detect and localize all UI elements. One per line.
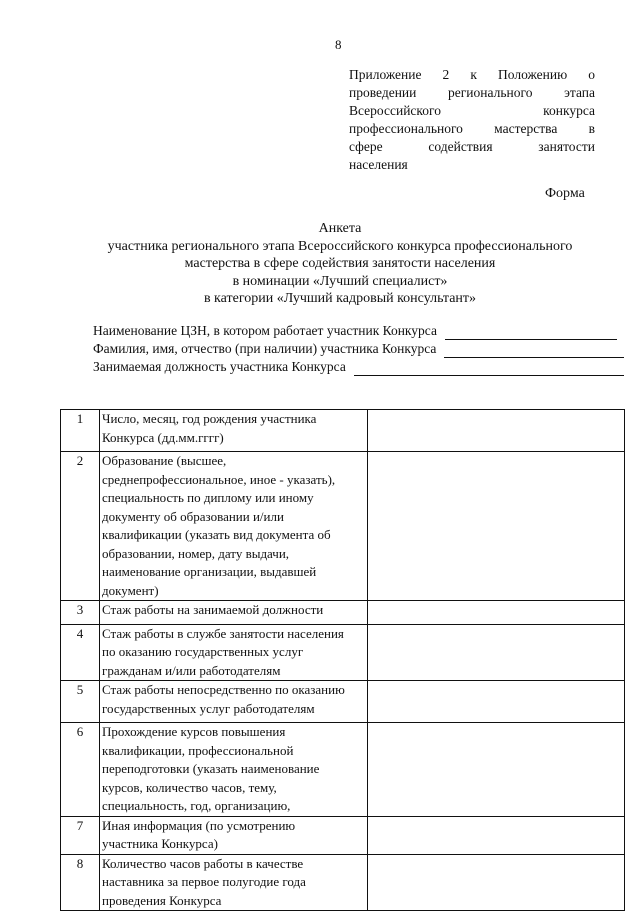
table-row [61, 816, 625, 854]
row-number: 1 [61, 410, 100, 452]
row-label-line: документу об образовании и/или [102, 508, 284, 524]
row-label-line: Конкурса (дд.мм.гггг) [102, 429, 224, 445]
row-label-line: Прохождение курсов повышения [102, 724, 286, 739]
title-line: в номинации «Лучший специалист» [232, 273, 448, 289]
row-label-line: квалификации, профессиональной [102, 742, 294, 758]
answer-cell[interactable] [368, 816, 625, 854]
row-label [100, 601, 368, 625]
table-row [61, 601, 625, 625]
answer-cell[interactable] [368, 452, 625, 601]
row-label-line: образовании, номер, дату выдачи, [102, 545, 290, 561]
field-row [93, 322, 624, 340]
row-label-line: государственных услуг работодателям [102, 700, 315, 716]
appendix-line: населения [349, 157, 408, 172]
table-row [61, 681, 625, 723]
answer-cell[interactable] [368, 681, 625, 723]
answer-cell[interactable] [368, 723, 625, 817]
table-row [61, 854, 625, 911]
row-label-line: Стаж работы непосредственно по оказанию [102, 682, 345, 697]
fill-in-line[interactable] [445, 326, 617, 340]
page-number: 8 [335, 37, 342, 52]
row-label-line: переподготовки (указать наименование [102, 761, 320, 776]
row-label-line: наставника за первое полугодие года [102, 874, 306, 889]
row-label [100, 816, 368, 854]
row-label-line: участника Конкурса) [102, 836, 218, 851]
row-number: 8 [61, 854, 100, 911]
row-label-line: проведения Конкурса [102, 892, 222, 908]
row-label-line: специальность, год, организацию, [102, 798, 291, 813]
field-row [93, 340, 624, 358]
table-row [61, 723, 625, 817]
field-label: Наименование ЦЗН, в котором работает участник Конкурса [93, 323, 437, 338]
survey-table [60, 409, 625, 911]
appendix-line: сфере содействия занятости [349, 139, 595, 154]
appendix-line: проведении регионального этапа [349, 85, 595, 100]
answer-cell[interactable] [368, 410, 625, 452]
field-row [93, 358, 624, 376]
row-label-line: гражданам и/или работодателям [102, 662, 281, 678]
row-label [100, 410, 368, 452]
row-number: 3 [61, 601, 100, 625]
fill-in-line[interactable] [444, 344, 624, 358]
row-label-line: Число, месяц, год рождения участника [102, 411, 317, 426]
row-number: 2 [61, 452, 100, 601]
row-label-line: Образование (высшее, [102, 453, 227, 468]
appendix-line: Приложение 2 к Положению о [349, 67, 595, 82]
row-label [100, 681, 368, 723]
table-row [61, 624, 625, 681]
row-label-line: Количество часов работы в качестве [102, 855, 304, 871]
row-number: 4 [61, 624, 100, 681]
appendix-line: Всероссийского конкурса [349, 103, 595, 118]
title-line: мастерства в сфере содействия занятости населения [184, 256, 496, 271]
form-label: Форма [545, 186, 585, 201]
row-number: 6 [61, 723, 100, 817]
row-label-line: среднепрофессиональное, иное - указать), [102, 471, 336, 487]
table-row [61, 410, 625, 452]
row-label-line: документ) [102, 582, 159, 598]
document-title [60, 220, 620, 308]
title-line: в категории «Лучший кадровый консультант» [203, 291, 477, 306]
appendix-line: профессионального мастерства в [349, 121, 595, 136]
row-label-line: специальность по диплому или иному [102, 490, 314, 505]
row-label-line: по оказанию государственных услуг [102, 644, 304, 659]
row-label [100, 624, 368, 681]
row-number: 5 [61, 681, 100, 723]
field-label: Занимаемая должность участника Конкурса [93, 359, 346, 374]
header-fields [93, 322, 624, 376]
row-label-line: курсов, количество часов, тему, [102, 779, 277, 795]
row-label-line: Стаж работы в службе занятости населения [102, 625, 344, 641]
row-label-line: наименование организации, выдавшей [102, 564, 317, 579]
fill-in-line[interactable] [354, 362, 624, 376]
answer-cell[interactable] [368, 601, 625, 625]
row-number: 7 [61, 816, 100, 854]
row-label-line: Иная информация (по усмотрению [102, 817, 296, 833]
answer-cell[interactable] [368, 624, 625, 681]
title-line: участника регионального этапа Всероссийского конкурса профессионального [107, 238, 573, 254]
row-label [100, 452, 368, 601]
title-line: Анкета [318, 221, 362, 236]
answer-cell[interactable] [368, 854, 625, 911]
row-label [100, 854, 368, 911]
table-row [61, 452, 625, 601]
row-label-line: Стаж работы на занимаемой должности [102, 602, 324, 617]
row-label-line: квалификации (указать вид документа об [102, 527, 331, 542]
field-label: Фамилия, имя, отчество (при наличии) участника Конкурса [93, 341, 437, 356]
row-label [100, 723, 368, 817]
appendix-note [349, 66, 595, 174]
